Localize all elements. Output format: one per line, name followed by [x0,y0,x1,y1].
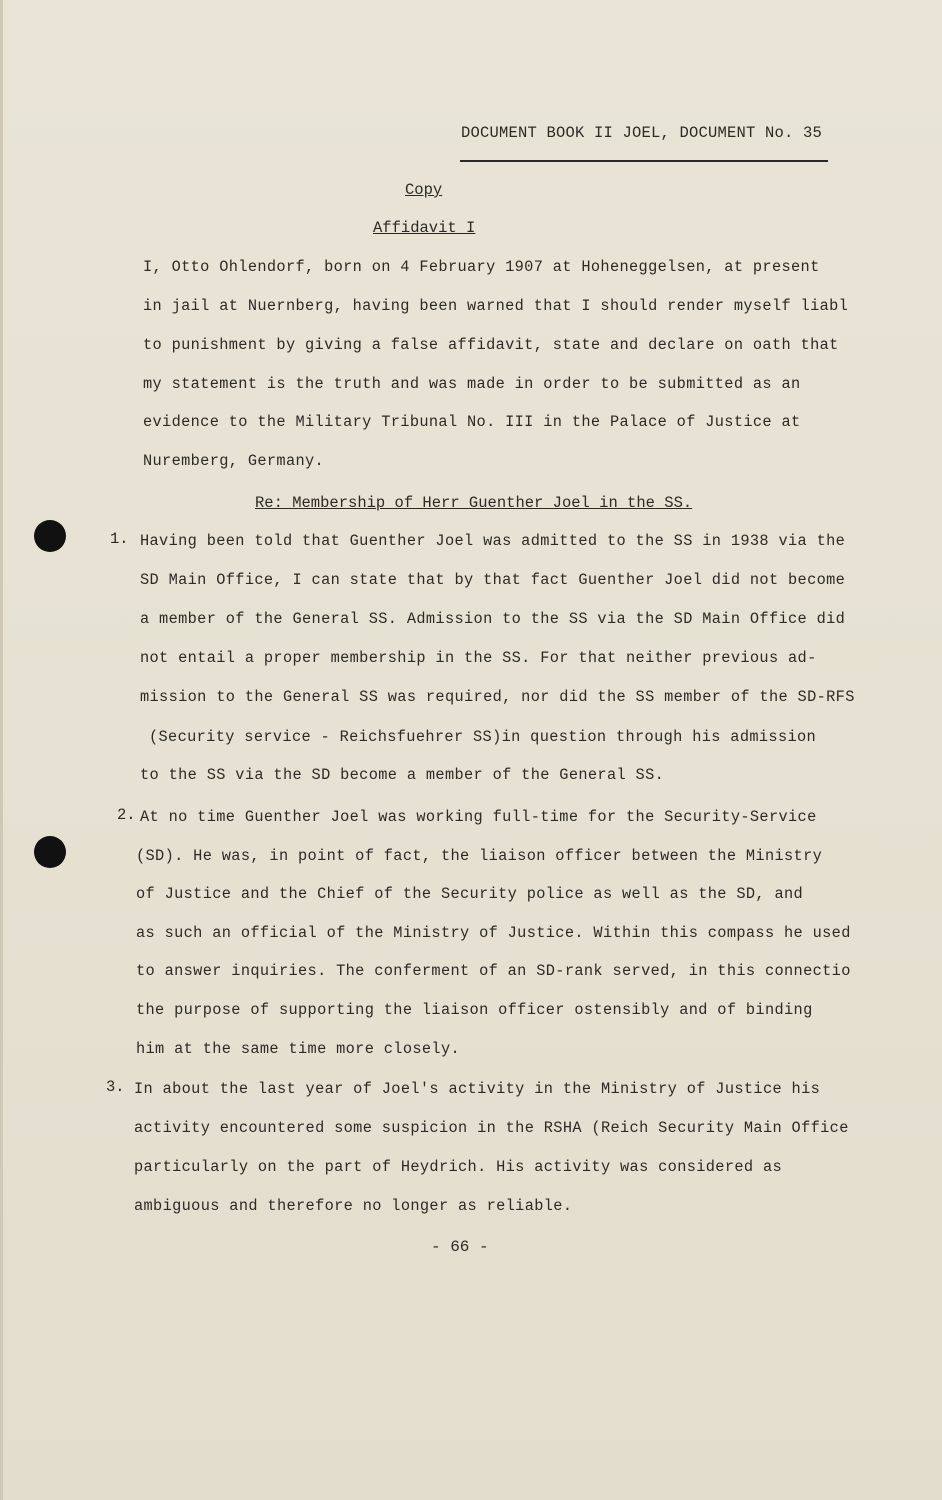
punch-hole-lower [34,836,66,868]
item-line: mission to the General SS was required, nor did the SS member of the SD-RFS [140,688,855,706]
item-number: 1. [110,530,129,548]
item-number: 3. [106,1078,125,1096]
item-line: as such an official of the Ministry of Justice. Within this compass he used [136,924,851,942]
item-line: to answer inquiries. The conferment of an SD-rank served, in this connectio [136,962,851,980]
intro-line: in jail at Nuernberg, having been warned that I should render myself liabl [143,297,849,315]
item-line: a member of the General SS. Admission to the SS via the SD Main Office did [140,610,846,628]
intro-line: Nuremberg, Germany. [143,452,325,470]
header-underline [460,160,828,162]
item-line: In about the last year of Joel's activity in the Ministry of Justice his [134,1080,821,1098]
item-line: the purpose of supporting the liaison officer ostensibly and of binding [136,1001,813,1019]
item-line: to the SS via the SD become a member of the General SS. [140,766,665,784]
punch-hole-upper [34,520,66,552]
item-number: 2. [117,806,136,824]
item-line: particularly on the part of Heydrich. His activity was considered as [134,1158,783,1176]
affidavit-title: Affidavit I [373,219,476,237]
subject-heading: Re: Membership of Herr Guenther Joel in the SS. [255,494,693,512]
item-line: not entail a proper membership in the SS. For that neither previous ad- [140,649,817,667]
item-line: ambiguous and therefore no longer as reliable. [134,1197,573,1215]
page-number: - 66 - [431,1238,489,1256]
item-line: him at the same time more closely. [136,1040,461,1058]
item-line: At no time Guenther Joel was working full-time for the Security-Service [140,808,817,826]
intro-line: I, Otto Ohlendorf, born on 4 February 1907 at Hoheneggelsen, at present [143,258,820,276]
copy-label: Copy [405,181,443,199]
item-line: activity encountered some suspicion in the RSHA (Reich Security Main Office [134,1119,849,1137]
item-line: SD Main Office, I can state that by that fact Guenther Joel did not become [140,571,846,589]
item-line: Having been told that Guenther Joel was admitted to the SS in 1938 via the [140,532,846,550]
item-line: (Security service - Reichsfuehrer SS)in question through his admission [149,728,817,746]
document-reference: DOCUMENT BOOK II JOEL, DOCUMENT No. 35 [461,124,823,142]
item-line: (SD). He was, in point of fact, the liaison officer between the Ministry [136,847,823,865]
item-line: of Justice and the Chief of the Security police as well as the SD, and [136,885,804,903]
intro-line: evidence to the Military Tribunal No. III in the Palace of Justice at [143,413,801,431]
intro-line: my statement is the truth and was made in order to be submitted as an [143,375,801,393]
intro-line: to punishment by giving a false affidavit, state and declare on oath that [143,336,839,354]
